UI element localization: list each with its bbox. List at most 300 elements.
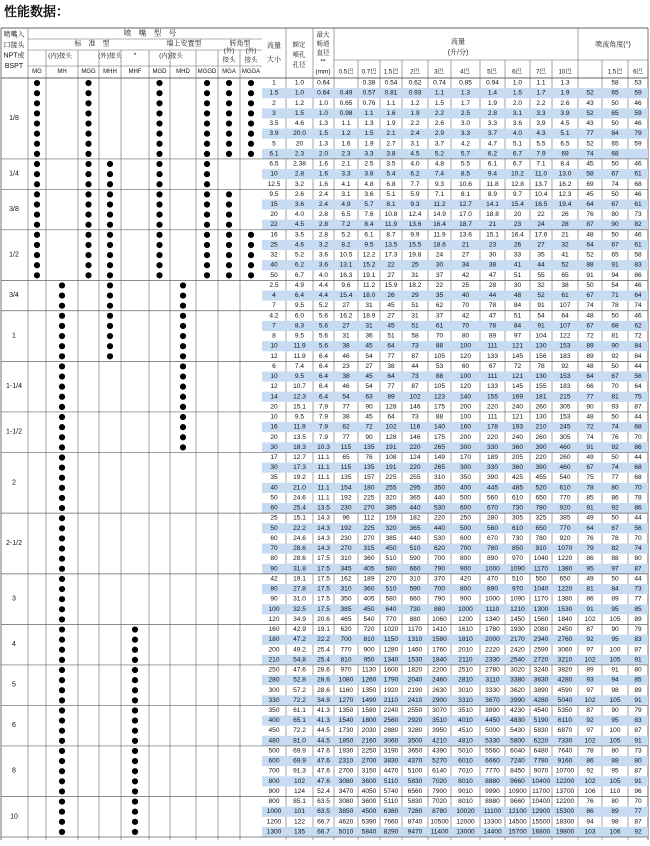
table-cell: 51	[513, 271, 522, 279]
table-cell: 85	[634, 676, 642, 684]
table-cell: 1.3	[318, 120, 329, 128]
free-pass-header: 直径	[316, 49, 330, 57]
table-cell: 44	[488, 292, 497, 300]
table-cell: 270	[385, 575, 397, 583]
table-cell: 97	[586, 686, 594, 694]
table-cell: 175	[433, 403, 446, 411]
availability-dot	[180, 404, 186, 410]
table-cell: 62	[634, 322, 642, 330]
table-cell: 4.0	[410, 160, 420, 168]
table-cell: 3.3	[536, 109, 546, 117]
table-cell: 1.9	[364, 140, 374, 148]
table-cell: 111	[487, 413, 498, 421]
availability-dot	[226, 100, 232, 106]
table-cell: 3620	[510, 686, 525, 694]
table-cell: 121	[511, 413, 524, 421]
table-cell: 4.0	[318, 271, 329, 279]
table-cell: 0.49	[339, 89, 353, 97]
table-cell: 970	[511, 585, 524, 593]
table-cell: 4050	[361, 787, 377, 795]
table-cell: 260	[559, 454, 571, 461]
table-cell: 80	[461, 332, 470, 340]
table-cell: 72	[365, 423, 373, 431]
pressure-label: 0.5巴	[338, 68, 354, 76]
availability-dot	[107, 212, 113, 218]
availability-dot	[59, 404, 65, 410]
inlet-size-label: 8	[12, 767, 16, 775]
table-cell: 6.4	[318, 373, 329, 381]
table-cell: 8010	[458, 798, 473, 806]
table-cell: 1080	[338, 676, 354, 684]
table-cell: 84	[611, 585, 619, 593]
table-cell: 1930	[510, 626, 525, 634]
table-cell: 20	[270, 211, 278, 219]
table-cell: 1.6	[318, 160, 329, 168]
table-cell: 90	[586, 403, 594, 411]
table-cell: 360	[363, 585, 375, 593]
table-cell: 970	[511, 555, 524, 563]
table-cell: 27	[537, 241, 545, 249]
wall-group-header: 墙上安置型	[166, 40, 202, 48]
table-cell: 72.2	[293, 727, 306, 735]
table-cell: 135	[363, 443, 375, 451]
table-cell: 5270	[432, 757, 447, 765]
table-cell: 66	[586, 383, 594, 391]
table-cell: 102	[293, 777, 306, 785]
table-cell: 600	[459, 504, 472, 512]
table-cell: 770	[385, 615, 397, 623]
table-cell: 75	[586, 474, 594, 482]
table-cell: 2.3	[294, 150, 305, 158]
inlet-size-label: 3	[12, 595, 16, 603]
table-cell: 108	[385, 454, 397, 461]
table-cell: 1340	[383, 656, 399, 664]
table-cell: 124	[293, 787, 306, 795]
table-cell: 7020	[432, 777, 447, 785]
table-cell: 48	[586, 413, 594, 421]
table-cell: 48	[513, 292, 522, 300]
availability-dot	[59, 384, 65, 390]
table-cell: 93	[611, 403, 619, 411]
table-cell: 450	[385, 545, 397, 553]
table-cell: 29	[411, 292, 419, 300]
inlet-size-label: 5	[12, 681, 16, 689]
availability-dot	[180, 424, 186, 430]
table-cell: 95	[611, 767, 619, 775]
table-cell: 2.4	[318, 201, 329, 208]
table-cell: 18.8	[486, 211, 499, 219]
table-cell: 97	[586, 727, 594, 735]
table-cell: 19.2	[293, 474, 306, 482]
table-cell: 1170	[533, 595, 549, 603]
table-cell: 88	[611, 757, 619, 765]
table-cell: 15	[270, 201, 278, 208]
table-cell: 1.1	[341, 120, 351, 128]
table-cell: 1350	[338, 707, 354, 714]
table-cell: 2920	[407, 717, 423, 725]
table-cell: 405	[363, 565, 375, 573]
availability-dot	[59, 788, 65, 794]
table-cell: 15.4	[339, 292, 353, 300]
table-cell: 88	[435, 413, 444, 421]
availability-dot	[59, 343, 65, 349]
table-cell: 22.2	[293, 524, 306, 532]
table-cell: 35	[435, 292, 444, 300]
table-cell: 44.5	[317, 737, 330, 745]
table-cell: 6.5	[269, 160, 279, 168]
availability-dot	[180, 333, 186, 339]
table-cell: 10.8	[384, 211, 398, 219]
table-cell: 156	[535, 352, 547, 360]
table-cell: 440	[409, 504, 421, 512]
availability-dot	[248, 110, 254, 116]
table-cell: 4.2	[269, 312, 279, 320]
table-cell: 3.6	[294, 201, 305, 208]
availability-dot	[204, 131, 210, 137]
table-cell: 1.9	[386, 120, 396, 128]
table-cell: 255	[385, 484, 397, 492]
table-cell: 23	[513, 221, 522, 229]
availability-dot	[59, 707, 65, 713]
table-cell: 34.9	[293, 615, 306, 623]
table-cell: 1.7	[460, 99, 471, 107]
availability-dot	[107, 171, 113, 177]
table-cell: 36	[365, 332, 373, 340]
table-cell: 68	[611, 322, 619, 330]
table-cell: 2.8	[318, 211, 329, 219]
table-cell: 2.4	[410, 130, 420, 138]
table-cell: 123	[433, 393, 446, 401]
table-cell: 94	[611, 271, 619, 279]
table-cell: 17.5	[317, 585, 330, 593]
availability-dot	[85, 222, 91, 228]
table-cell: 4370	[407, 757, 423, 765]
table-cell: 92	[586, 636, 594, 644]
table-cell: 6.1	[487, 160, 498, 168]
table-cell: 74	[586, 433, 594, 441]
availability-dot	[85, 212, 91, 218]
table-cell: 1810	[458, 636, 473, 644]
table-cell: 6010	[458, 757, 473, 765]
table-cell: 6.4	[318, 393, 329, 401]
availability-dot	[248, 141, 254, 147]
table-cell: 130	[535, 342, 547, 350]
availability-dot	[59, 829, 65, 835]
table-cell: 1020	[383, 626, 399, 634]
table-cell: 19.1	[362, 271, 376, 279]
table-cell: 79	[634, 626, 642, 634]
table-cell: 111	[487, 342, 498, 350]
availability-dot	[59, 353, 65, 359]
availability-dot	[59, 637, 65, 643]
table-cell: 121	[511, 373, 524, 381]
table-cell: 1.3	[560, 79, 570, 87]
table-cell: 92	[611, 504, 619, 512]
table-cell: 1300	[533, 605, 549, 613]
table-cell: 73	[634, 211, 642, 219]
availability-dot	[204, 181, 210, 187]
table-cell: 100	[609, 727, 621, 735]
table-cell: 1840	[432, 656, 447, 664]
table-cell: 3.5	[294, 231, 305, 239]
table-cell: 28.6	[293, 545, 306, 553]
availability-dot	[59, 677, 65, 683]
table-cell: 320	[385, 494, 397, 502]
availability-dot	[107, 161, 113, 167]
table-cell: 64	[634, 383, 642, 391]
table-cell: 330	[486, 443, 499, 451]
table-cell: 2700	[338, 767, 354, 775]
table-cell: 11.1	[317, 474, 330, 482]
table-cell: 12.7	[293, 454, 306, 461]
model-label: MHF	[128, 69, 142, 75]
pressure-label: 1.5巴	[607, 68, 623, 76]
table-cell: 3070	[432, 707, 447, 714]
table-cell: 3.6	[364, 190, 374, 198]
table-cell: 74	[611, 423, 619, 431]
std-outer-header: (外)接头	[98, 52, 122, 60]
table-cell: 240	[511, 433, 524, 441]
table-cell: 17.5	[317, 565, 330, 573]
table-cell: 169	[511, 393, 524, 401]
table-cell: 26	[387, 292, 395, 300]
table-cell: 440	[433, 494, 446, 502]
table-cell: 215	[559, 393, 571, 401]
table-cell: 17	[270, 454, 278, 461]
table-cell: 73	[411, 413, 419, 421]
table-cell: 385	[340, 605, 352, 613]
table-cell: 6.4	[318, 362, 329, 370]
availability-dot	[59, 292, 65, 298]
table-cell: 81	[586, 585, 594, 593]
table-cell: 13300	[483, 818, 502, 826]
table-cell: 7900	[432, 787, 447, 795]
table-cell: 325	[535, 514, 547, 522]
table-cell: 2010	[458, 646, 473, 654]
table-cell: 11.1	[317, 494, 330, 502]
table-cell: 3150	[361, 767, 377, 775]
table-cell: 133	[486, 352, 499, 360]
table-cell: 52.4	[317, 787, 330, 795]
availability-dot	[59, 758, 65, 764]
table-cell: 42	[461, 271, 470, 279]
availability-dot	[59, 444, 65, 450]
table-cell: 16.4	[511, 231, 524, 239]
table-cell: 5.1	[560, 130, 570, 138]
table-cell: 650	[559, 575, 571, 583]
table-cell: 80	[611, 798, 619, 806]
table-cell: 4.5	[294, 221, 305, 229]
table-cell: 4.0	[512, 130, 523, 138]
table-cell: 60	[461, 362, 470, 370]
table-cell: 1210	[510, 605, 525, 613]
pressure-label: 3巴	[434, 68, 444, 76]
table-cell: 660	[409, 565, 421, 573]
table-cell: 102	[385, 423, 397, 431]
table-cell: 305	[559, 433, 571, 441]
table-cell: 50	[270, 524, 278, 532]
table-cell: 2.0	[512, 99, 523, 107]
table-cell: 7.9	[536, 150, 546, 158]
table-cell: 5560	[485, 747, 500, 755]
orifice-header: 孔径	[292, 61, 306, 69]
table-cell: 1040	[533, 555, 549, 563]
table-cell: 0.57	[362, 89, 376, 97]
table-cell: 2630	[432, 686, 447, 694]
table-cell: 80	[634, 666, 642, 674]
availability-dot	[248, 242, 254, 248]
table-cell: 3	[272, 109, 276, 117]
table-cell: 41	[513, 261, 522, 269]
table-cell: 32	[537, 281, 545, 289]
table-cell: 78	[611, 302, 619, 310]
table-cell: 5.2	[434, 150, 445, 158]
table-cell: 700	[433, 585, 446, 593]
table-cell: 54	[365, 383, 373, 391]
table-cell: 69	[561, 150, 569, 158]
table-cell: 135	[363, 464, 375, 472]
flow-header: 流量	[451, 38, 465, 46]
table-cell: 84	[611, 130, 619, 138]
availability-dot	[132, 768, 138, 774]
table-cell: 149	[433, 454, 446, 461]
table-cell: 5330	[485, 737, 500, 745]
table-cell: 52	[586, 140, 594, 148]
table-cell: 310	[340, 555, 352, 563]
table-cell: 42.9	[293, 626, 306, 634]
availability-dot	[59, 303, 65, 309]
table-cell: 7770	[485, 767, 500, 775]
table-cell: 14.3	[317, 524, 330, 532]
table-cell: 90	[270, 565, 278, 573]
availability-dot	[59, 373, 65, 379]
availability-dot	[107, 353, 113, 359]
table-cell: 89	[488, 332, 497, 340]
table-cell: 8.2	[341, 241, 351, 249]
table-cell: 88	[435, 342, 444, 350]
table-cell: 58	[411, 332, 419, 340]
table-cell: 4.0	[294, 211, 305, 219]
table-cell: 19.1	[293, 575, 306, 583]
table-cell: 5110	[383, 777, 399, 785]
table-cell: 97	[586, 646, 594, 654]
table-cell: 5.4	[386, 170, 396, 178]
table-cell: 11700	[532, 787, 550, 795]
table-cell: 6.2	[487, 150, 498, 158]
table-cell: 91	[634, 696, 642, 704]
table-cell: 295	[409, 484, 421, 492]
table-cell: 159	[385, 514, 397, 522]
availability-dot	[59, 495, 65, 501]
availability-dot	[226, 272, 232, 278]
table-cell: 3.3	[487, 120, 498, 128]
table-cell: 73	[634, 747, 642, 755]
table-cell: 2240	[383, 707, 399, 714]
table-cell: 28	[488, 281, 497, 289]
table-cell: 3280	[407, 727, 423, 735]
availability-dot	[204, 252, 210, 258]
table-cell: 305	[511, 514, 524, 522]
table-cell: 450	[268, 727, 280, 735]
table-cell: 51	[513, 312, 522, 320]
availability-dot	[34, 201, 40, 207]
table-cell: 3310	[458, 696, 473, 704]
table-cell: 2	[272, 99, 276, 107]
table-cell: 1	[272, 79, 276, 87]
table-cell: 800	[459, 585, 472, 593]
inlet-header: NPT或	[3, 52, 25, 60]
table-cell: 87	[634, 646, 642, 654]
table-cell: 95	[586, 565, 594, 573]
table-cell: 87	[634, 565, 642, 573]
table-cell: 8010	[458, 777, 473, 785]
table-cell: 1090	[510, 595, 525, 603]
table-cell: 91	[586, 605, 594, 613]
availability-dot	[59, 616, 65, 622]
table-cell: 720	[363, 626, 375, 634]
table-cell: 3.2	[318, 241, 329, 249]
table-cell: 74	[586, 302, 594, 310]
table-cell: 6.7	[512, 150, 523, 158]
table-cell: 20.0	[293, 130, 306, 138]
table-cell: 52.8	[293, 676, 306, 684]
table-cell: 105	[433, 352, 446, 360]
table-cell: 64	[586, 201, 594, 208]
table-cell: 11400	[430, 828, 449, 836]
availability-dot	[156, 272, 162, 278]
table-cell: 2.5	[269, 281, 279, 289]
table-cell: 1070	[557, 545, 573, 553]
table-cell: 485	[511, 484, 524, 492]
table-cell: 61	[435, 322, 444, 330]
table-cell: 191	[385, 464, 397, 472]
availability-dot	[107, 201, 113, 207]
table-cell: 9470	[407, 828, 423, 836]
table-cell: 84	[513, 322, 522, 330]
table-cell: 105	[609, 656, 621, 664]
table-cell: 82	[634, 221, 642, 229]
table-cell: 6.4	[318, 352, 329, 360]
table-cell: 18.9	[362, 312, 376, 320]
table-cell: 5.1	[386, 190, 396, 198]
table-cell: 95	[611, 636, 619, 644]
table-cell: 9.5	[294, 373, 305, 381]
availability-dot	[34, 232, 40, 238]
table-cell: 115	[340, 464, 352, 472]
table-cell: 50	[611, 362, 619, 370]
availability-dot	[180, 444, 186, 450]
table-cell: 170	[459, 454, 472, 461]
availability-dot	[107, 191, 113, 197]
table-cell: 52	[586, 109, 594, 117]
table-cell: 47.6	[293, 666, 306, 674]
table-cell: 0.94	[486, 79, 499, 87]
availability-dot	[226, 242, 232, 248]
angle-group-header: 转角型	[229, 40, 251, 48]
table-cell: 3.1	[341, 190, 351, 198]
table-cell: 6660	[485, 757, 500, 765]
table-cell: 12200	[555, 777, 575, 785]
table-cell: 64	[634, 292, 642, 300]
table-cell: 250	[268, 666, 280, 674]
table-cell: 1350	[361, 686, 377, 694]
table-cell: 72	[586, 423, 594, 431]
table-cell: 3.6	[318, 251, 329, 259]
availability-dot	[132, 819, 138, 825]
table-cell: 5.2	[341, 231, 351, 239]
table-cell: 500	[459, 494, 472, 502]
table-cell: 191	[385, 443, 397, 451]
